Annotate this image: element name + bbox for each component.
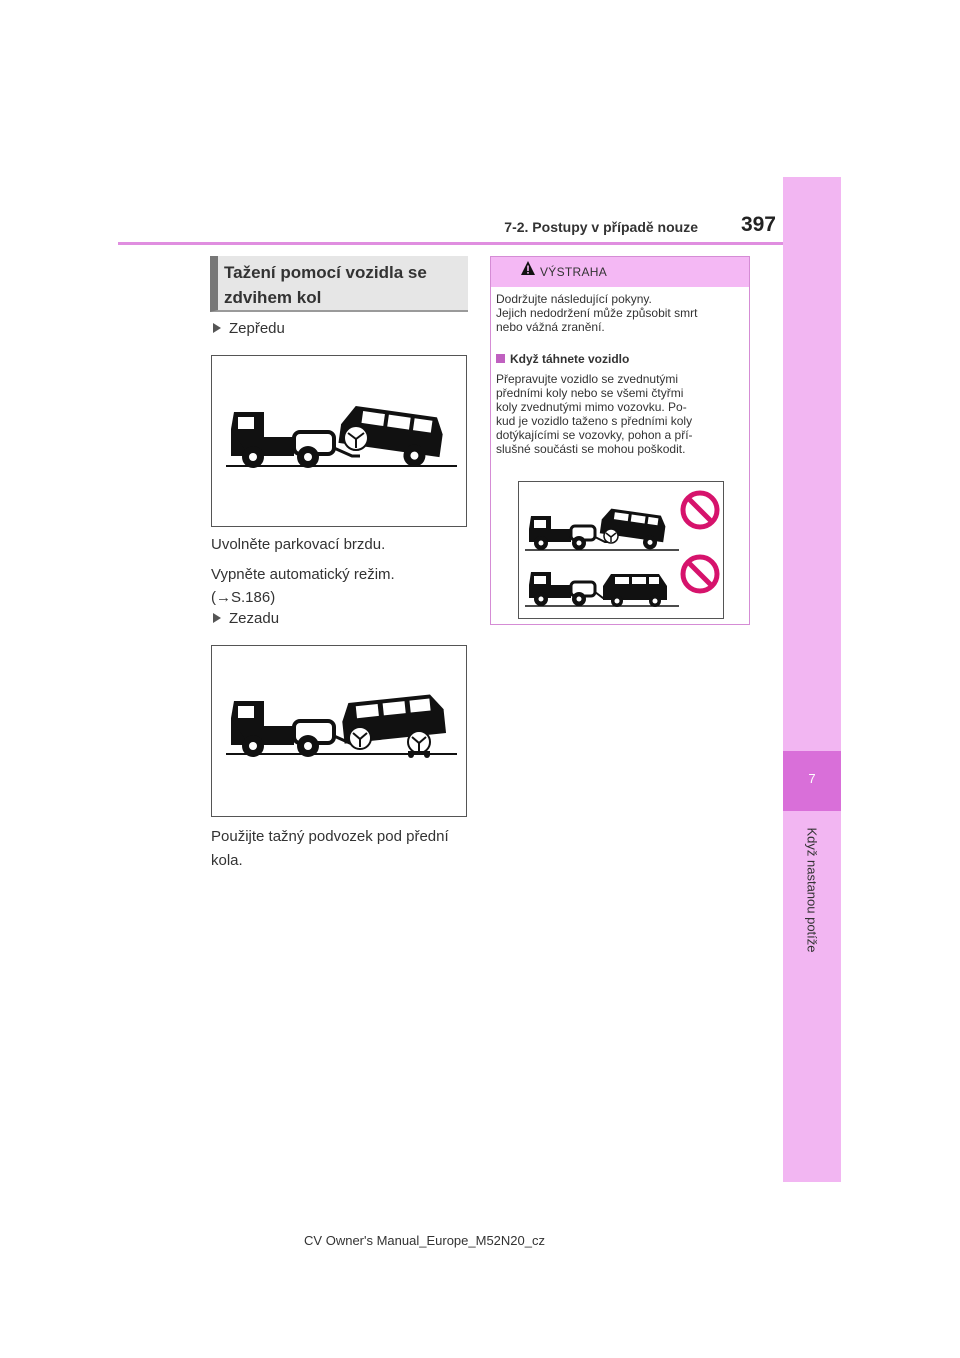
section-heading-line-2: zdvihem kol (224, 288, 322, 307)
warning-intro-line: Dodržujte následující pokyny. (496, 292, 652, 306)
figure-tow-rear (211, 645, 467, 817)
chapter-number: 7 (808, 771, 816, 786)
front-instruction-1: Uvolněte parkovací brzdu. (211, 536, 386, 553)
bullet-rear (213, 610, 279, 627)
header-rule (118, 242, 783, 245)
bullet-arrow-icon (213, 323, 221, 333)
section-heading (224, 260, 464, 310)
warning-intro-line: Jejich nedodržení může způsobit smrt (496, 306, 698, 320)
warning-body-line: koly zvednutými mimo vozovku. Po- (496, 400, 687, 414)
front-instruction-2: Vypněte automatický režim. (211, 566, 395, 583)
tow-truck-rear-illustration (212, 646, 466, 818)
bullet-front (213, 320, 285, 337)
prohibited-towing-illustration (519, 482, 723, 618)
rear-instruction-1: Použijte tažný podvozek pod přední (211, 828, 449, 845)
warning-body (496, 372, 744, 456)
bullet-rear-label: Zezadu (229, 610, 280, 627)
front-instructions (211, 535, 395, 608)
warning-body-line: kud je vozidlo taženo s předními koly (496, 414, 693, 428)
warning-title: VÝSTRAHA (540, 265, 608, 279)
warning-body-line: dotýkajícími se vozovky, pohon a pří- (496, 428, 693, 442)
chapter-label: Když nastanou potíže (804, 827, 820, 953)
bullet-arrow-icon (213, 613, 221, 623)
tow-truck-front-illustration (212, 356, 466, 526)
chapter-side-tab (783, 177, 841, 1182)
warning-subheading (496, 352, 629, 366)
warning-triangle-icon (520, 260, 536, 276)
warning-intro (496, 292, 744, 334)
warning-body-line: předními koly nebo se všemi čtyřmi (496, 386, 684, 400)
figure-prohibited-towing (518, 481, 724, 619)
warning-subheading-label: Když táhnete vozidlo (510, 352, 630, 366)
figure-tow-front (211, 355, 467, 527)
square-bullet-icon (496, 354, 505, 363)
warning-body-line: slušné součásti se mohou poškodit. (496, 442, 686, 456)
manual-footer: CV Owner's Manual_Europe_M52N20_cz (304, 1233, 545, 1248)
section-heading-line-1: Tažení pomocí vozidla se (224, 263, 427, 282)
page-reference: (→S.186) (211, 589, 276, 606)
page-number: 397 (740, 213, 776, 236)
section-header-title: 7-2. Postupy v případě nouze (504, 219, 698, 235)
bullet-front-label: Zepředu (229, 320, 285, 337)
warning-body-line: Přepravujte vozidlo se zvednutými (496, 372, 679, 386)
rear-instructions (211, 825, 449, 873)
rear-instruction-2: kola. (211, 852, 243, 869)
warning-intro-line: nebo vážná zranění. (496, 320, 605, 334)
